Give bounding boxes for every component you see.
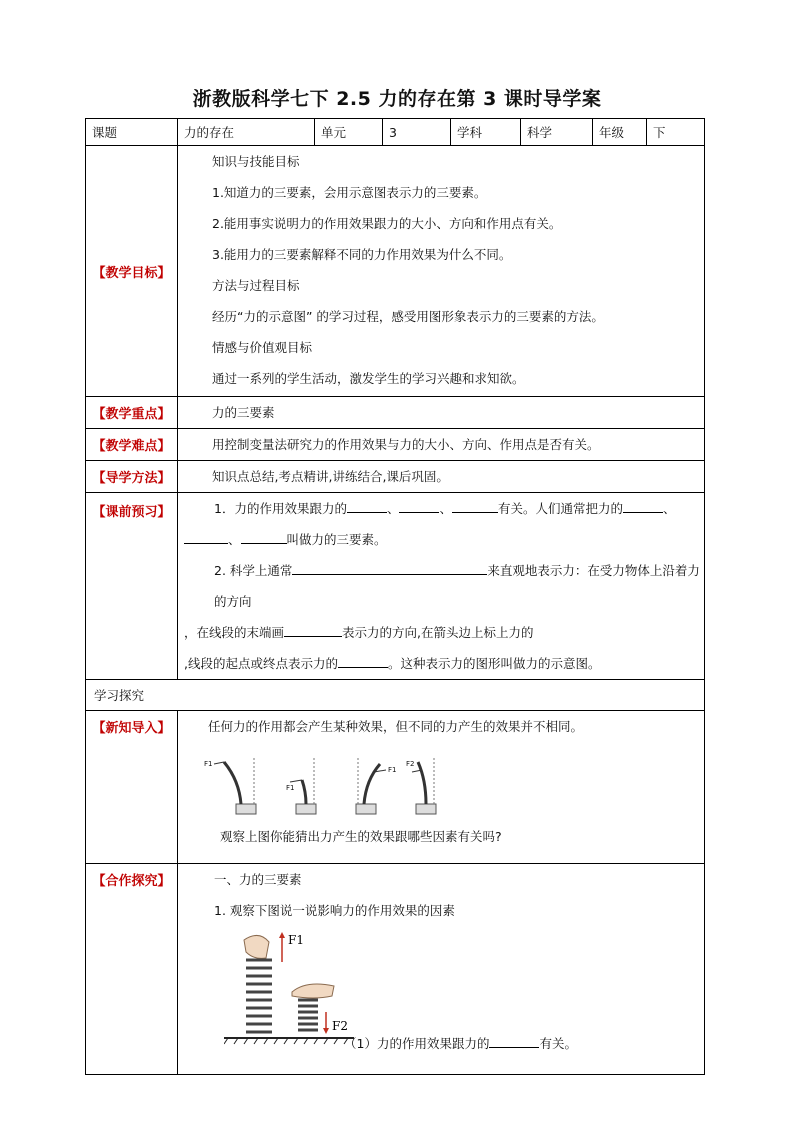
figure-panel-4 (406, 757, 436, 814)
objective-line: 知识与技能目标 (212, 154, 300, 169)
tall-spring (246, 960, 272, 1032)
fill-blank (338, 667, 388, 668)
cell-grade: 下 (647, 119, 705, 146)
coop-sub-question: 有关。 (539, 1036, 577, 1051)
key-point-label: 【教学重点】 (86, 397, 178, 429)
force-label: F2 (406, 760, 415, 768)
page-title: 浙教版科学七下 2.5 力的存在第 3 课时导学案 (192, 88, 602, 110)
objectives-row (86, 146, 705, 397)
coop-label: 【合作探究】 (86, 864, 178, 1075)
key-point-text: 力的三要素 (212, 405, 275, 420)
preview-text: 有关。人们通常把力的 (498, 501, 624, 516)
preview-text: ，在线段的末端画 (184, 625, 285, 640)
preview-text: 1．力的作用效果跟力的 (214, 501, 347, 516)
fill-blank (347, 512, 387, 513)
force-label: F2 (332, 1019, 348, 1033)
objective-line: 经历“力的示意图” 的学习过程，感受用图形象表示力的三要素的方法。 (212, 309, 604, 324)
key-point-row (86, 397, 705, 429)
preview-text: 、 (663, 501, 676, 516)
intro-row (86, 711, 705, 864)
cell-subject-title-label: 课题 (86, 119, 178, 146)
objective-line: 2.能用事实说明力的作用效果跟力的大小、方向和作用点有关。 (212, 216, 562, 231)
cell-unit: 3 (383, 119, 451, 146)
objective-line: 方法与过程目标 (212, 278, 300, 293)
objective-line: 情感与价值观目标 (212, 340, 313, 355)
method-text: 知识点总结,考点精讲,讲练结合,课后巩固。 (212, 469, 449, 484)
objective-line: 1.知道力的三要素，会用示意图表示力的三要素。 (212, 185, 487, 200)
cell-unit-label: 单元 (315, 119, 383, 146)
preview-text: 、 (386, 501, 400, 516)
objective-line: 3.能用力的三要素解释不同的力作用效果为什么不同。 (212, 247, 512, 262)
fill-blank (184, 543, 228, 544)
cell-grade-label: 年级 (593, 119, 647, 146)
preview-text: 叫做力的三要素。 (286, 532, 387, 547)
method-label: 【导学方法】 (86, 461, 178, 493)
cell-subject-title: 力的存在 (178, 119, 315, 146)
figure-panel-3 (356, 757, 396, 814)
explore-heading: 学习探究 (86, 680, 705, 711)
coop-row (86, 864, 705, 1075)
difficulty-text: 用控制变量法研究力的作用效果与力的大小、方向、作用点是否有关。 (212, 437, 600, 452)
short-spring (298, 1000, 318, 1030)
preview-row (86, 493, 705, 680)
preview-label: 【课前预习】 (86, 493, 178, 680)
fill-blank (452, 512, 498, 513)
preview-text: 2. 科学上通常 (214, 563, 293, 578)
fill-blank (623, 512, 663, 513)
hand-icon (292, 984, 334, 998)
preview-text: 。这种表示力的图形叫做力的示意图。 (387, 656, 601, 671)
bending-ruler-figure (194, 752, 464, 818)
force-label: F1 (204, 760, 213, 768)
preview-text: 来直观地表示力：在受力物体上沿着力的方向 (214, 563, 700, 609)
force-label: F1 (286, 784, 295, 792)
header-row (86, 119, 705, 146)
figure-panel-2 (286, 757, 316, 814)
hand-icon (244, 935, 269, 958)
force-label: F1 (288, 933, 304, 947)
intro-question: 观察上图你能猜出力产生的效果跟哪些因素有关吗? (220, 829, 502, 844)
objectives-label: 【教学目标】 (86, 146, 178, 397)
preview-text: 表示力的方向,在箭头边上标上力的 (342, 625, 534, 640)
coop-question: 1. 观察下图说一说影响力的作用效果的因素 (214, 903, 455, 918)
force-label: F1 (388, 766, 397, 774)
fill-blank (489, 1047, 539, 1048)
preview-text: 、 (228, 532, 241, 547)
preview-text: 、 (439, 501, 452, 516)
lesson-table (85, 118, 705, 1075)
fill-blank (399, 512, 439, 513)
intro-label: 【新知导入】 (86, 711, 178, 864)
method-row (86, 461, 705, 493)
figure-panel-1 (204, 757, 256, 814)
cell-discipline: 科学 (521, 119, 593, 146)
difficulty-row (86, 429, 705, 461)
explore-row (86, 680, 705, 711)
fill-blank (284, 636, 342, 637)
intro-text: 任何力的作用都会产生某种效果，但不同的力产生的效果并不相同。 (208, 719, 584, 734)
coop-heading: 一、力的三要素 (214, 872, 302, 887)
coop-sub-question: （1）力的作用效果跟力的 (344, 1036, 490, 1051)
fill-blank (241, 543, 287, 544)
objective-line: 通过一系列的学生活动，激发学生的学习兴趣和求知欲。 (212, 371, 525, 386)
cell-discipline-label: 学科 (451, 119, 521, 146)
preview-text: ,线段的起点或终点表示力的 (184, 656, 338, 671)
difficulty-label: 【教学难点】 (86, 429, 178, 461)
fill-blank (292, 574, 487, 575)
